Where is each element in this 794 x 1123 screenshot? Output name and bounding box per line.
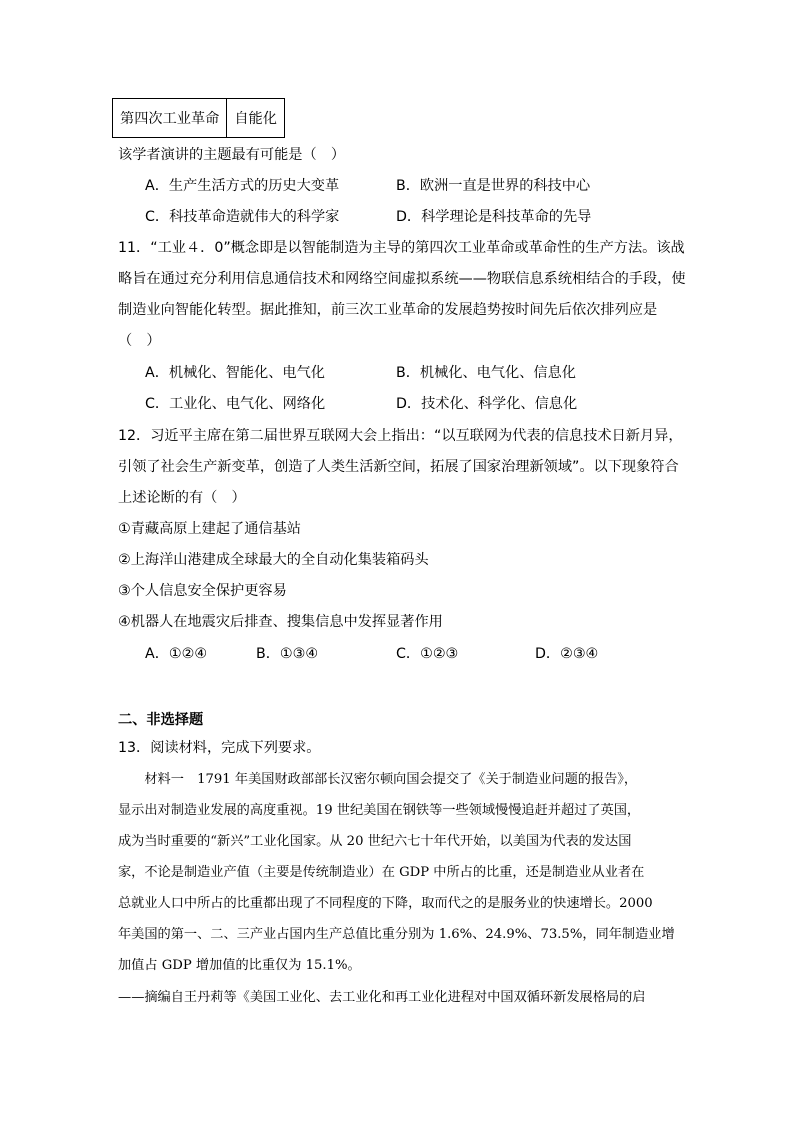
- q12-line: 上述论断的有（ ）: [118, 490, 246, 506]
- q12-option-c: C．①②③: [396, 646, 459, 662]
- q10-option-d: D．科学理论是科技革命的先导: [396, 209, 592, 225]
- q10-option-b: B．欧洲一直是世界的科技中心: [396, 178, 591, 194]
- material-line: 总就业人口中所占的比重都出现了不同程度的下降，取而代之的是服务业的快速增长。2000: [118, 896, 653, 911]
- revolution-table: [112, 98, 285, 138]
- material-line: 年美国的第一、二、三产业占国内生产总值比重分别为 1.6%、24.9%、73.5%，同年制造业增: [118, 927, 675, 942]
- table-row: [113, 99, 285, 138]
- q10-option-c: C．科技革命造就伟大的科学家: [145, 209, 340, 225]
- q12-item: ④机器人在地震灾后排查、搜集信息中发挥显著作用: [118, 614, 443, 630]
- q10-option-a: A．生产生活方式的历史大变革: [145, 178, 340, 194]
- material-source: ——摘编自王丹莉等《美国工业化、去工业化和再工业化进程对中国双循环新发展格局的启: [118, 990, 646, 1005]
- q12-item: ③个人信息安全保护更容易: [118, 583, 287, 599]
- section-heading: 二、非选择题: [118, 712, 204, 728]
- q12-line: 12．习近平主席在第二届世界互联网大会上指出：“以互联网为代表的信息技术日新月异，: [118, 428, 683, 444]
- q11-line: 11．“工业４．0”概念即是以智能制造为主导的第四次工业革命或革命性的生产方法。该战: [118, 240, 685, 256]
- q11-option-d: D．技术化、科学化、信息化: [396, 396, 578, 412]
- q12-option-d: D．②③④: [535, 646, 599, 662]
- q12-item: ②上海洋山港建成全球最大的全自动化集装箱码头: [118, 552, 429, 568]
- table-cell: 第四次工业革命: [113, 99, 227, 138]
- material-line: 家，不论是制造业产值（主要是传统制造业）在 GDP 中所占的比重，还是制造业从业者在: [118, 865, 645, 880]
- q11-option-c: C．工业化、电气化、网络化: [145, 396, 326, 412]
- q11-line: （ ）: [118, 333, 161, 349]
- q12-item: ①青藏高原上建起了通信基站: [118, 521, 301, 537]
- q11-option-a: A．机械化、智能化、电气化: [145, 365, 325, 381]
- material-line: 成为当时重要的“新兴”工业化国家。从 20 世纪六七十年代开始，以美国为代表的发达国: [118, 834, 632, 849]
- q13-stem: 13．阅读材料，完成下列要求。: [118, 740, 321, 756]
- q12-line: 引领了社会生产新变革，创造了人类生活新空间，拓展了国家治理新领域”。以下现象符合: [118, 459, 679, 475]
- material-line: 材料一 1791 年美国财政部部长汉密尔顿向国会提交了《关于制造业问题的报告》，: [118, 772, 638, 787]
- q11-option-b: B．机械化、电气化、信息化: [396, 365, 576, 381]
- q10-stem: 该学者演讲的主题最有可能是（ ）: [118, 147, 346, 163]
- material-line: 显示出对制造业发展的高度重视。19 世纪美国在钢铁等一些领域慢慢追赶并超过了英国，: [118, 803, 641, 818]
- material-line: 加值占 GDP 增加值的比重仅为 15.1%。: [118, 958, 361, 973]
- q11-line: 略旨在通过充分利用信息通信技术和网络空间虚拟系统——物联信息系统相结合的手段，使: [118, 271, 686, 287]
- q11-line: 制造业向智能化转型。据此推知，前三次工业革命的发展趋势按时间先后依次排列应是: [118, 302, 658, 318]
- q12-option-a: A．①②④: [145, 646, 208, 662]
- q12-option-b: B．①③④: [256, 646, 319, 662]
- table-cell: 自能化: [227, 99, 285, 138]
